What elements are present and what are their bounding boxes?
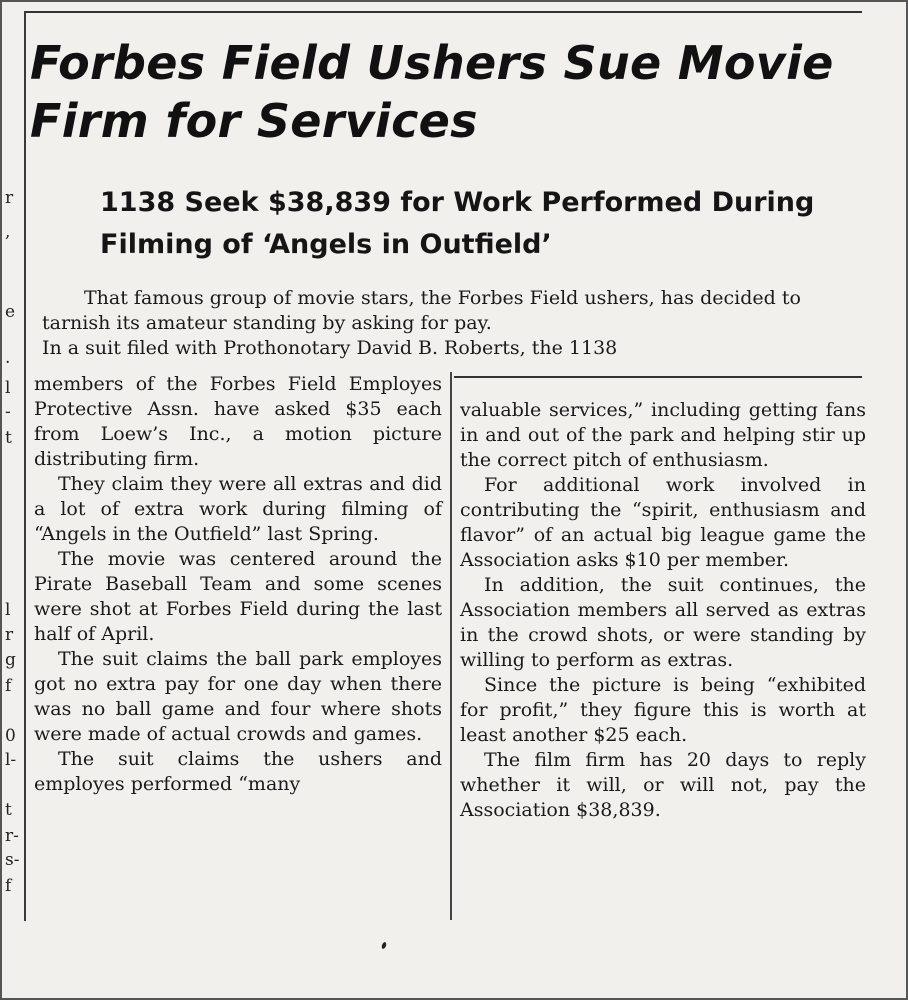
margin-fragment: t [5, 800, 12, 820]
paragraph: The film firm has 20 days to reply whether it will, or will not, pay the Association $38,839. [460, 749, 866, 821]
margin-fragment: - [5, 402, 11, 422]
margin-fragment: t [5, 428, 12, 448]
paragraph: Since the picture is being “exhibited for profit,” they figure this is worth at least another $25 each. [460, 674, 866, 746]
left-column [34, 372, 442, 797]
margin-fragment: f [5, 676, 12, 696]
right-column-rule [454, 376, 862, 378]
margin-fragment: f [5, 876, 12, 896]
article-lead [42, 286, 864, 361]
paragraph: The movie was centered around the Pirate Baseball Team and some scenes were shot at Forbes Field during the last half of April. [34, 548, 442, 645]
margin-fragment: l- [5, 750, 17, 770]
paragraph: The suit claims the ushers and employes performed “many [34, 748, 442, 795]
margin-fragment: s- [5, 850, 20, 870]
paragraph: members of the Forbes Field Employes Protective Assn. have asked $35 each from Loew’s Inc., a motion picture distributing firm. [34, 373, 442, 470]
paragraph: valuable services,” including getting fans in and out of the park and helping stir up the correct pitch of enthusiasm. [460, 399, 866, 471]
subheadline: 1138 Seek $38,839 for Work Performed During Filming of ‘Angels in Outfield’ [100, 187, 815, 260]
margin-fragment: e [5, 302, 16, 322]
top-rule [24, 11, 862, 13]
margin-fragment: 0 [5, 726, 16, 746]
paragraph: They claim they were all extras and did a lot of extra work during filming of “Angels in the Outfield” last Spring. [34, 473, 442, 545]
margin-fragment: r [5, 188, 14, 208]
column-divider [450, 372, 452, 920]
right-column [460, 398, 866, 823]
margin-fragment: l [5, 600, 11, 620]
headline: Forbes Field Ushers Sue Movie Firm for Services [30, 36, 834, 148]
lead-paragraph: That famous group of movie stars, the Forbes Field ushers, has decided to tarnish its amateur standing by asking for pay. [42, 287, 801, 334]
paragraph: For additional work involved in contributing the “spirit, enthusiasm and flavor” of an actual big league game the Association asks $10 per member. [460, 474, 866, 571]
ink-speck [381, 942, 387, 950]
margin-fragment: r [5, 625, 14, 645]
margin-fragment: r- [5, 826, 19, 846]
paragraph: In addition, the suit continues, the Association members all served as extras in the crowd shots, or were standing by willing to perform as extras. [460, 574, 866, 671]
paragraph-opening-line: In a suit filed with Prothonotary David B. Roberts, the 1138 [42, 337, 618, 359]
left-column-rule [24, 11, 26, 921]
margin-fragment: g [5, 650, 16, 670]
paragraph: The suit claims the ball park employes got no extra pay for one day when there was no ball game and four where shots were made of actual crowds and games. [34, 648, 442, 745]
margin-fragment: . [5, 348, 11, 368]
margin-fragment: l [5, 378, 11, 398]
margin-fragment: , [5, 222, 11, 242]
